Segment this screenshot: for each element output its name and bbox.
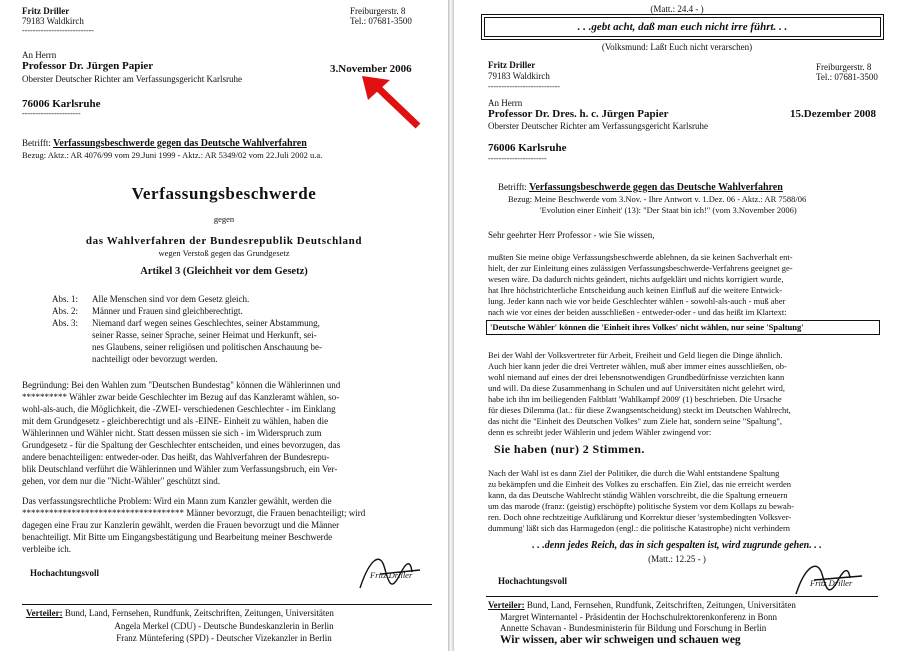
- quote-ref-bottom: (Matt.: 12.25 - ): [648, 554, 706, 564]
- addressee-rule: ----------------------: [488, 154, 547, 163]
- folk-saying: (Volksmund: Laßt Euch nicht verarschen): [601, 42, 753, 52]
- addressee-title: Oberster Deutscher Richter am Verfassungsgericht Karlsruhe: [488, 121, 709, 131]
- abs1-text: Alle Menschen sind vor dem Gesetz gleich.: [92, 294, 250, 304]
- sender-tel: Tel.: 07681-3500: [816, 72, 878, 82]
- sender-city: 79183 Waldkirch: [488, 71, 550, 81]
- abs2-label: Abs. 2:: [52, 306, 79, 316]
- body2-line: Auch hier kann jeder die drei Vertreter wählen, muß aber immer eines ausschließen, ob-: [488, 361, 787, 371]
- heading-target: das Wahlverfahren der Bundesrepublik Deutschland: [85, 235, 363, 247]
- body3-line: um das marode (franz: (geistig) erschöpfte) politische System vor dem Kollaps zu bewah-: [488, 501, 794, 511]
- signature-name: Fritz Driller: [810, 578, 853, 588]
- body3-line: Nach der Wahl ist es dann Ziel der Politiker, die durch die Wahl entstandene Spaltung: [488, 468, 780, 478]
- addressee-salutation: An Herrn: [488, 98, 523, 108]
- boxed-statement-text: 'Deutsche Wähler' können die 'Einheit ihres Volkes' nicht wählen, nur seine 'Spaltung': [490, 322, 804, 332]
- sender-street: Freiburgerstr. 8: [350, 6, 406, 16]
- article-title: Artikel 3 (Gleichheit vor dem Gesetz): [140, 266, 308, 277]
- reference-line: Bezug: Meine Beschwerde vom 3.Nov. - Ihre Antwort v. 1.Dez. 06 - Aktz.: AR 7588/06: [508, 194, 807, 204]
- red-arrow-icon: [360, 74, 430, 134]
- quote-box-text: . . .gebt acht, daß man euch nicht irre führt. . .: [577, 21, 788, 33]
- addressee-salutation: An Herrn: [22, 50, 57, 60]
- problem-line: Das verfassungsrechtliche Problem: Wird ein Mann zum Kanzler gewählt, werden die: [22, 496, 332, 506]
- abs3-line: nes Glaubens, seiner religiösen und politischen Anschauung be-: [92, 342, 322, 352]
- begruendung-line: blik Deutschland verführt die Wählerinnen und Wähler zum Verfassungsbruch, ein Ver-: [22, 464, 338, 474]
- problem-line: benachteiligt. Mit Bitte um Eingangsbestätigung und Bearbeitung meiner Beschwerde: [22, 532, 333, 542]
- boxed-statement: [486, 320, 880, 335]
- distribution-person: Franz Müntefering (SPD) - Deutscher Vizekanzler in Berlin: [116, 633, 332, 643]
- abs3-line: seiner Rasse, seiner Sprache, seiner Heimat und Herkunft, sei-: [92, 330, 317, 340]
- subject-text: Verfassungsbeschwerde gegen das Deutsche Wahlverfahren: [529, 182, 783, 193]
- sender-tel: Tel.: 07681-3500: [350, 16, 412, 26]
- body1-line: wesen wäre. Da dadurch nichts geändert, nichts aufgeklärt und nichts korrigiert wurde,: [488, 274, 784, 284]
- body3-line: kann, da das Deutsche Wahlrecht ständig Wählen vorschreibt, die die Spaltung erneuern: [488, 490, 788, 500]
- abs3-line: nachteiligt oder bevorzugt werden.: [92, 354, 218, 364]
- final-line: Wir wissen, aber wir schweigen und schauen weg: [500, 634, 741, 646]
- letter-page-2008: [454, 0, 900, 651]
- abs3-line: Niemand darf wegen seines Geschlechtes, seiner Abstammung,: [92, 318, 320, 328]
- addressee-city: 76006 Karlsruhe: [22, 98, 101, 110]
- letter-page-2006: [0, 0, 448, 651]
- reference-line: 'Evolution einer Einheit' (13): "Der Staat bin ich!" (vom 3.November 2006): [540, 205, 797, 215]
- begruendung-line: mit dem Grundgesetz - gleichberechtigt und als -EINE- Einheit zu wählen, haben die: [22, 416, 329, 426]
- problem-line: dagegen eine Frau zur Kanzlerin gewählt, werden die Frauen bevorzugt und die Männer: [22, 520, 340, 530]
- heading-reason: wegen Verstoß gegen das Grundgesetz: [158, 248, 290, 258]
- problem-line: verbleibe ich.: [22, 544, 71, 554]
- body1-line: hielt, der zur Einleitung eines zulässigen Verfassungsbeschwerde-Verfahrens geeignet ge-: [488, 263, 793, 273]
- distribution-label: Verteiler:: [26, 608, 63, 618]
- distribution-person: Angela Merkel (CDU) - Deutsche Bundeskanzlerin in Berlin: [114, 621, 334, 631]
- letter-date: 3.November 2006: [330, 63, 412, 75]
- problem-line: ************************************ Männer bevorzugt, die Frauen benachteiligt; wird: [22, 508, 366, 518]
- sender-name: Fritz Driller: [488, 60, 536, 70]
- distribution-label: Verteiler:: [488, 600, 525, 610]
- addressee-name: Professor Dr. Jürgen Papier: [22, 60, 154, 72]
- body1-line: mußten Sie meine obige Verfassungsbeschwerde ablehnen, da sie keinen Sachverhalt ent-: [488, 252, 793, 262]
- begruendung-line: Begründung: Bei den Wahlen zum "Deutschen Bundestag" können die Wählerinnen und: [22, 380, 341, 390]
- body3-line: zu bekämpfen und die Einheit des Volkes zu erschaffen. Ein Ziel, das nie erreicht werden: [488, 479, 792, 489]
- begruendung-line: andere benachteiligen: entweder-oder. Das heißt, das Wahlverfahren der Bundesrepu-: [22, 452, 330, 462]
- abs1-label: Abs. 1:: [52, 294, 79, 304]
- abs3-label: Abs. 3:: [52, 318, 79, 328]
- signature-name: Fritz Driller: [370, 570, 413, 580]
- distribution-person: Annette Schavan - Bundesministerin für Bildung und Forschung in Berlin: [500, 623, 767, 633]
- letter-date: 15.Dezember 2008: [790, 108, 876, 120]
- body1-line: lung. Jeder kann nach wie vor beide Geschlechter wählen - sowohl-als-auch - muß aber: [488, 296, 786, 306]
- body2-line: wohl niemand auf eines der drei lebensnotwendigen Grundbedürfnisse verzichten kann: [488, 372, 785, 382]
- sender-city: 79183 Waldkirch: [22, 16, 84, 26]
- sender-rule: ---------------------------: [22, 26, 94, 35]
- addressee-title: Oberster Deutscher Richter am Verfassungsgericht Karlsruhe: [22, 74, 243, 84]
- body1-line: nach wie vor eines der beiden ausschließen - entweder-oder - und das heißt im Klartext:: [488, 307, 787, 317]
- subject-label: Betrifft:: [22, 138, 51, 148]
- body2-line: für dieses Dilemma (lat.: für diese Zwangsentscheidung) steckt im Deutschen Wahlrecht,: [488, 405, 791, 415]
- subject-line: [22, 138, 307, 149]
- sender-street: Freiburgerstr. 8: [816, 62, 872, 72]
- begruendung-line: Grundgesetz - für die Spaltung der Geschlechter entscheiden, und eines bevorzugen, das: [22, 440, 341, 450]
- distribution-person: Margret Winternantel - Präsidentin der Hochschulrektorenkonferenz in Bonn: [500, 612, 777, 622]
- subject-text: Verfassungsbeschwerde gegen das Deutsche Wahlverfahren: [53, 138, 307, 149]
- body2-line: habe ich ihn im beiliegenden Faltblatt 'Wahlkampf 2009' (1) beschrieben. Die Ursache: [488, 394, 782, 404]
- sender-rule: ---------------------------: [488, 82, 560, 91]
- body2-line: und will. Da diese Zusammenhang in Schulen und auf Universitäten nicht gelehrt wird,: [488, 383, 785, 393]
- abs2-text: Männer und Frauen sind gleichberechtigt.: [92, 306, 243, 316]
- begruendung-line: Wählerinnen und Wähler nicht. Statt dessen müssen sie sich - im Widerspruch zum: [22, 428, 322, 438]
- heading-gegen: gegen: [213, 214, 235, 224]
- distribution-text: Bund, Land, Fernsehen, Rundfunk, Zeitschriften, Zeitungen, Universitäten: [64, 608, 334, 618]
- body3-line: ren. Doch ohne rechtzeitige Aufklärung und Korrektur dieser 'systembedingten Volksver-: [488, 512, 792, 522]
- distribution-line: [26, 608, 334, 619]
- quote-bottom: . . .denn jedes Reich, das in sich gespalten ist, wird zugrunde gehen. . .: [532, 540, 822, 551]
- emphasis-line: Sie haben (nur) 2 Stimmen.: [494, 442, 645, 456]
- sender-name: Fritz Driller: [22, 6, 70, 16]
- begruendung-line: wohl-als-auch, die Möglichkeit, die -ZWEI- verschiedenen Geschlechter - im Einklang: [22, 404, 336, 414]
- greeting: Sehr geehrter Herr Professor - wie Sie wissen,: [488, 230, 655, 240]
- subject-line: [498, 182, 783, 193]
- body2-line: denn es schreibt jeder Wählerin und jedem Wähler zwingend vor:: [488, 427, 712, 437]
- distribution-line: [488, 600, 796, 611]
- body2-line: das nicht die "Einheit des Deutschen Volkes" zum Ziele hat, sondern seine "Spaltung",: [488, 416, 783, 426]
- addressee-rule: ----------------------: [22, 109, 81, 118]
- closing: Hochachtungsvoll: [498, 576, 568, 586]
- begruendung-line: gehen, vor dem nur die "Nicht-Wähler" geschützt sind.: [22, 476, 221, 486]
- distribution-text: Bund, Land, Fernsehen, Rundfunk, Zeitschriften, Zeitungen, Universitäten: [526, 600, 796, 610]
- begruendung-line: ********** Wähler zwar beide Geschlechter im Bezug auf das Kanzleramt wählen, so-: [22, 392, 340, 402]
- subject-label: Betrifft:: [498, 182, 527, 192]
- reference-line: Bezug: Aktz.: AR 4076/99 vom 29.Juni 1999 - Aktz.: AR 5349/02 vom 22.Juli 2002 u.a.: [22, 150, 323, 160]
- addressee-city: 76006 Karlsruhe: [488, 142, 567, 154]
- addressee-name: Professor Dr. Dres. h. c. Jürgen Papier: [488, 108, 669, 120]
- closing: Hochachtungsvoll: [30, 568, 100, 578]
- body3-line: dummung' läßt sich das Harmagedon (engl.: die politische Katastrophe) nicht verhindern: [488, 523, 791, 533]
- body2-line: Bei der Wahl der Volksvertreter für Arbeit, Freiheit und Geld liegen die Dinge ähnlich.: [488, 350, 783, 360]
- divider-line: [486, 596, 878, 597]
- document-heading: Verfassungsbeschwerde: [131, 184, 317, 203]
- quote-box: [484, 17, 881, 37]
- quote-ref-top: (Matt.: 24.4 - ): [650, 4, 704, 14]
- divider-line: [22, 604, 432, 605]
- body1-line: hat Ihre höchstrichterliche Entscheidung auch keinen Einfluß auf die weitere Entwick-: [488, 285, 783, 295]
